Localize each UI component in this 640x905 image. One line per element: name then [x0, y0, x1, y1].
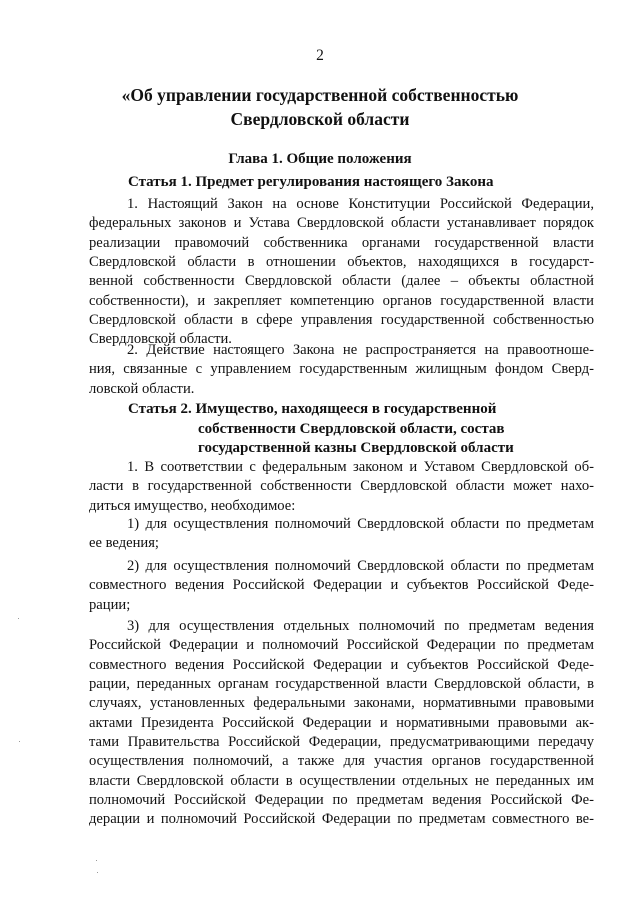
- scan-speck: [97, 872, 98, 873]
- text-line: рации;: [89, 596, 131, 613]
- text-line: тами Правительства Российской Федерации, предусматривающими передачу: [89, 734, 594, 751]
- article2-item2: [89, 557, 594, 615]
- text-line: собственности), и закрепляет компетенцию органов государственной власти: [89, 292, 594, 309]
- scan-speck: [96, 860, 97, 861]
- text-line: случаях, установленных федеральными законами, нормативными правовыми: [89, 695, 594, 712]
- text-line: 1) для осуществления полномочий Свердловской области по предметам: [127, 516, 594, 532]
- article2-item3: [89, 617, 594, 830]
- text-line: Российской Федерации и полномочий Российской Федерации по предметам: [89, 637, 594, 654]
- text-line: ловской области.: [89, 380, 195, 397]
- text-line: Свердловской области в отношении объектов, находящихся в государст-: [89, 254, 594, 271]
- text-line: Свердловской области в сфере управления государственной собственностью: [89, 312, 594, 329]
- page-number: 2: [316, 47, 324, 64]
- text-line: венной собственности Свердловской области (далее – объекты областной: [89, 273, 594, 290]
- text-line: совместного ведения Российской Федерации и субъектов Российской Феде-: [89, 656, 594, 673]
- article1-paragraph2: [89, 341, 594, 399]
- text-line: ласти в государственной собственности Свердловской области может нахо-: [89, 478, 594, 495]
- document-title-line: «Об управлении государственной собственностью: [121, 85, 519, 105]
- text-line: полномочий Российской Федерации по предметам ведения Российской Фе-: [89, 792, 594, 809]
- text-line: федеральных законов и Устава Свердловской области устанавливает порядок: [89, 215, 594, 232]
- text-line: Свердловской области.: [89, 331, 232, 348]
- text-line: 2. Действие настоящего Закона не распространяется на правоотноше-: [127, 342, 594, 358]
- scan-speck: [19, 741, 20, 742]
- text-line: актами Президента Российской Федерации и нормативными правовыми ак-: [89, 714, 594, 731]
- text-line: 1. В соответствии с федеральным законом и Уставом Свердловской об-: [127, 459, 594, 475]
- text-line: диться имущество, необходимое:: [89, 497, 296, 514]
- text-line: дерации и полномочий Российской Федерации по предметам совместного ве-: [89, 811, 594, 828]
- article2-heading-line: собственности Свердловской области, состав: [198, 420, 505, 437]
- scan-speck: [18, 618, 19, 619]
- article1-paragraph1: [89, 195, 594, 350]
- article1-heading: Статья 1. Предмет регулирования настоящего Закона: [128, 174, 494, 190]
- text-line: 3) для осуществления отдельных полномочий по предметам ведения: [127, 618, 594, 634]
- text-line: совместного ведения Российской Федерации и субъектов Российской Феде-: [89, 577, 594, 594]
- text-line: 1. Настоящий Закон на основе Конституции Российской Федерации,: [127, 196, 594, 212]
- text-line: ния, связанные с управлением государственным жилищным фондом Сверд-: [89, 361, 594, 378]
- article2-item1: [89, 515, 594, 554]
- article2-heading-line: государственной казны Свердловской области: [198, 440, 514, 456]
- article2-paragraph1: [89, 458, 594, 516]
- chapter-heading: Глава 1. Общие положения: [228, 151, 412, 167]
- text-line: осуществления полномочий, а также для участия органов государственной: [89, 753, 594, 770]
- document-title-line: Свердловской области: [230, 109, 410, 129]
- text-line: ее ведения;: [89, 535, 159, 552]
- article2-heading: [128, 400, 514, 459]
- text-line: 2) для осуществления полномочий Свердловской области по предметам: [127, 558, 594, 574]
- text-line: рации, переданных органам государственной власти Свердловской области, в: [89, 676, 594, 693]
- text-line: реализации правомочий собственника органами государственной власти: [89, 234, 594, 251]
- article2-heading-line: Статья 2. Имущество, находящееся в государственной: [128, 401, 497, 417]
- document-title: [60, 83, 580, 131]
- text-line: власти Свердловской области в осуществлении отдельных не переданных им: [89, 772, 594, 789]
